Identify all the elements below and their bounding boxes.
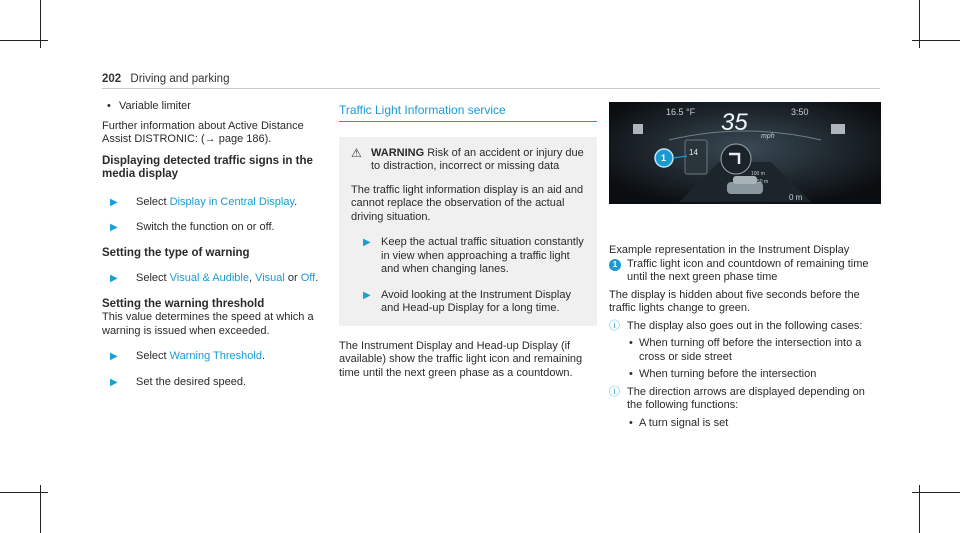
step-text: , xyxy=(248,272,256,284)
instrument-paragraph: The Instrument Display and Head-up Display (if available) show the traffic light icon and remaining time until the next green phase as a countdown. xyxy=(339,339,583,379)
sub-bullet-2: • When turning before the intersection xyxy=(609,368,881,382)
arrow-icon: ▶ xyxy=(110,273,118,284)
sub-bullet-3: • A turn signal is set xyxy=(609,417,881,431)
figure-caption: Example representation in the Instrument Display xyxy=(609,244,850,256)
crop-mark xyxy=(912,492,960,493)
link-display-in-central[interactable]: Display in Central Display xyxy=(169,195,295,208)
step-text: or xyxy=(284,272,301,284)
section-name: Driving and parking xyxy=(130,73,230,85)
step-text: Set the desired speed. xyxy=(136,375,247,388)
section-title: Traffic Light Information service xyxy=(339,104,597,122)
info-text: The display also goes out in the following cases: xyxy=(627,319,863,332)
heading-media-display: Displaying detected traffic signs in the media display xyxy=(102,154,313,180)
arrow-icon: ▶ xyxy=(363,237,371,248)
arrow-icon: ▶ xyxy=(110,376,118,388)
warning-text: Risk of an accident or injury due to distraction, incorrect or missing data xyxy=(371,146,584,172)
step-text: Avoid looking at the Instrument Display and Head-up Display for a long time. xyxy=(381,288,571,314)
step-switch xyxy=(102,221,320,235)
legend-text: Traffic light icon and countdown of remaining time until the next green phase time xyxy=(627,257,869,283)
arrow-icon: ▶ xyxy=(110,351,118,362)
crop-mark xyxy=(912,40,960,41)
page-number: 202 xyxy=(102,73,122,85)
instrument-display-image xyxy=(609,102,881,204)
legend-number-badge: 1 xyxy=(609,259,621,271)
info-icon: ⓘ xyxy=(609,319,620,332)
warning-triangle-icon: ⚠ xyxy=(351,145,362,160)
step-text: . xyxy=(294,195,298,208)
step-set-speed xyxy=(102,376,320,390)
display-dist-100: 100 m xyxy=(751,171,765,177)
column-2 xyxy=(339,100,597,380)
link-warning-threshold[interactable]: Warning Threshold xyxy=(169,350,262,362)
link-off[interactable]: Off xyxy=(300,272,316,284)
threshold-text: This value determines the speed at which a warning is issued when exceeded. xyxy=(102,311,314,337)
step-text: Select xyxy=(136,195,170,208)
arrow-icon: ▶ xyxy=(110,222,118,233)
step-text: . xyxy=(315,272,319,284)
display-callout: 1 xyxy=(661,153,667,163)
display-countdown: 14 xyxy=(689,148,698,157)
step-text: Select xyxy=(136,272,170,284)
display-time: 3:50 xyxy=(791,107,809,117)
column-1 xyxy=(102,100,320,389)
arrow-icon: ▶ xyxy=(363,289,371,301)
step-text: . xyxy=(261,350,266,362)
page-header xyxy=(102,73,229,85)
legend-item xyxy=(609,258,881,285)
column-3 xyxy=(609,102,881,430)
display-speed-unit: mph xyxy=(761,133,775,140)
crop-mark xyxy=(0,492,48,493)
warning-body: The traffic light information display is an aid and cannot replace the observation of the actual driving situation. xyxy=(351,183,584,223)
step-select-threshold xyxy=(102,350,320,364)
arrow-icon: ▶ xyxy=(110,196,118,208)
heading-warning-type: Setting the type of warning xyxy=(102,246,250,259)
info-text: The direction arrows are displayed depending on the following functions: xyxy=(627,385,865,411)
step-text: Switch the function on or off. xyxy=(136,221,275,233)
warning-step-2 xyxy=(351,289,585,316)
display-temperature: 16.5 °F xyxy=(666,107,696,117)
info-note-1 xyxy=(609,320,881,334)
hidden-paragraph: The display is hidden about five seconds before the traffic lights change to green. xyxy=(609,288,860,314)
step-select-warning-type xyxy=(102,272,320,286)
further-info: Further information about Active Distance Assist DISTRONIC: (→ page 186). xyxy=(102,119,304,145)
info-icon: ⓘ xyxy=(609,385,620,398)
info-note-2 xyxy=(609,386,881,413)
bullet-variable-limiter: • Variable limiter xyxy=(102,100,320,114)
step-text: Select xyxy=(136,350,170,362)
warning-step-1 xyxy=(351,236,585,277)
display-dist-0: 0 m xyxy=(789,193,803,202)
warning-label: WARNING xyxy=(371,146,425,159)
sub-bullet-1: • When turning off before the intersection into a cross or side street xyxy=(609,337,881,364)
step-text: Keep the actual traffic situation constantly in view when approaching a traffic light and when changing lanes. xyxy=(381,236,584,275)
header-rule xyxy=(102,88,880,89)
warning-box xyxy=(339,137,597,326)
link-visual-audible[interactable]: Visual & Audible xyxy=(169,272,249,284)
warning-title xyxy=(371,147,585,174)
heading-threshold: Setting the warning threshold xyxy=(102,297,265,310)
warning-head xyxy=(351,147,585,174)
display-dist-50: 50 m xyxy=(757,179,769,185)
display-speed: 35 xyxy=(721,109,748,136)
step-select-display xyxy=(102,196,320,210)
link-visual[interactable]: Visual xyxy=(255,272,285,284)
crop-mark xyxy=(0,40,48,41)
